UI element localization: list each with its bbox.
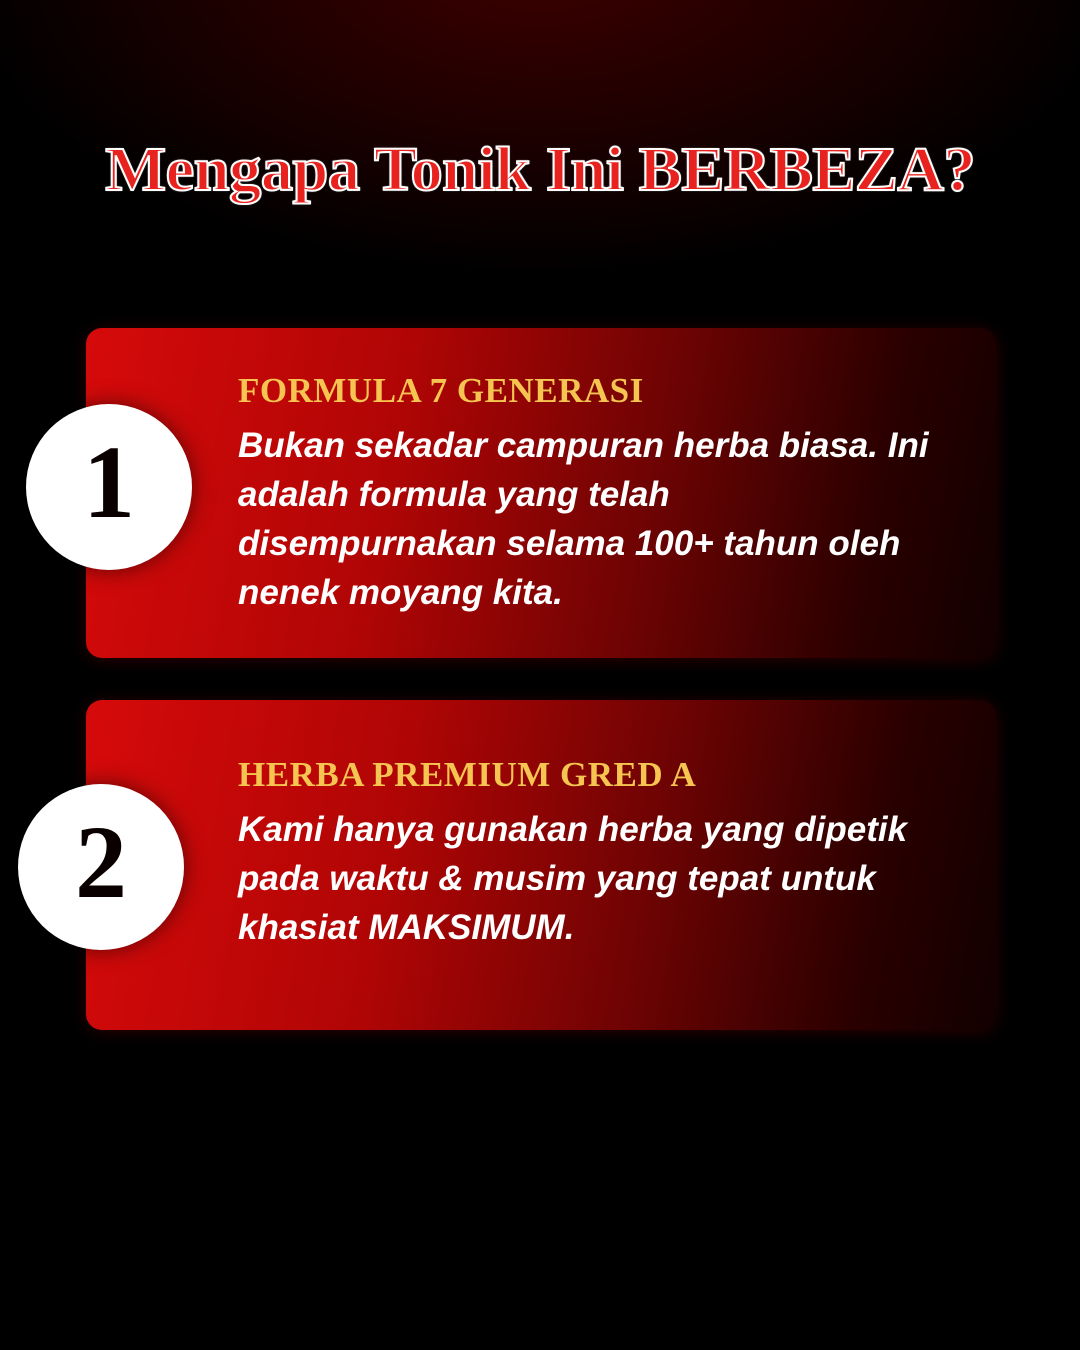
benefit-badge-2-number: 2 xyxy=(75,805,127,920)
benefit-card-2-title: HERBA PREMIUM GRED A xyxy=(238,755,697,794)
benefit-card-1-content xyxy=(238,372,956,617)
benefit-card-1-body: Bukan sekadar campuran herba biasa. Ini adalah formula yang telah disempurnakan selama 100+ tahun oleh nenek moyang kita. xyxy=(238,425,929,612)
benefit-card-2-body: Kami hanya gunakan herba yang dipetik pada waktu & musim yang tepat untuk khasiat MAKSIMUM. xyxy=(238,809,908,947)
headline-container xyxy=(0,96,1080,244)
benefit-badge-2 xyxy=(18,784,184,950)
benefit-card-1 xyxy=(86,328,996,658)
benefit-card-1-title: FORMULA 7 GENERASI xyxy=(238,371,644,410)
benefit-card-2-content xyxy=(238,756,956,952)
benefit-badge-1 xyxy=(26,404,192,570)
benefit-badge-1-number: 1 xyxy=(83,425,135,540)
page-title: Mengapa Tonik Ini BERBEZA? xyxy=(105,135,975,204)
benefit-card-2 xyxy=(86,700,996,1030)
